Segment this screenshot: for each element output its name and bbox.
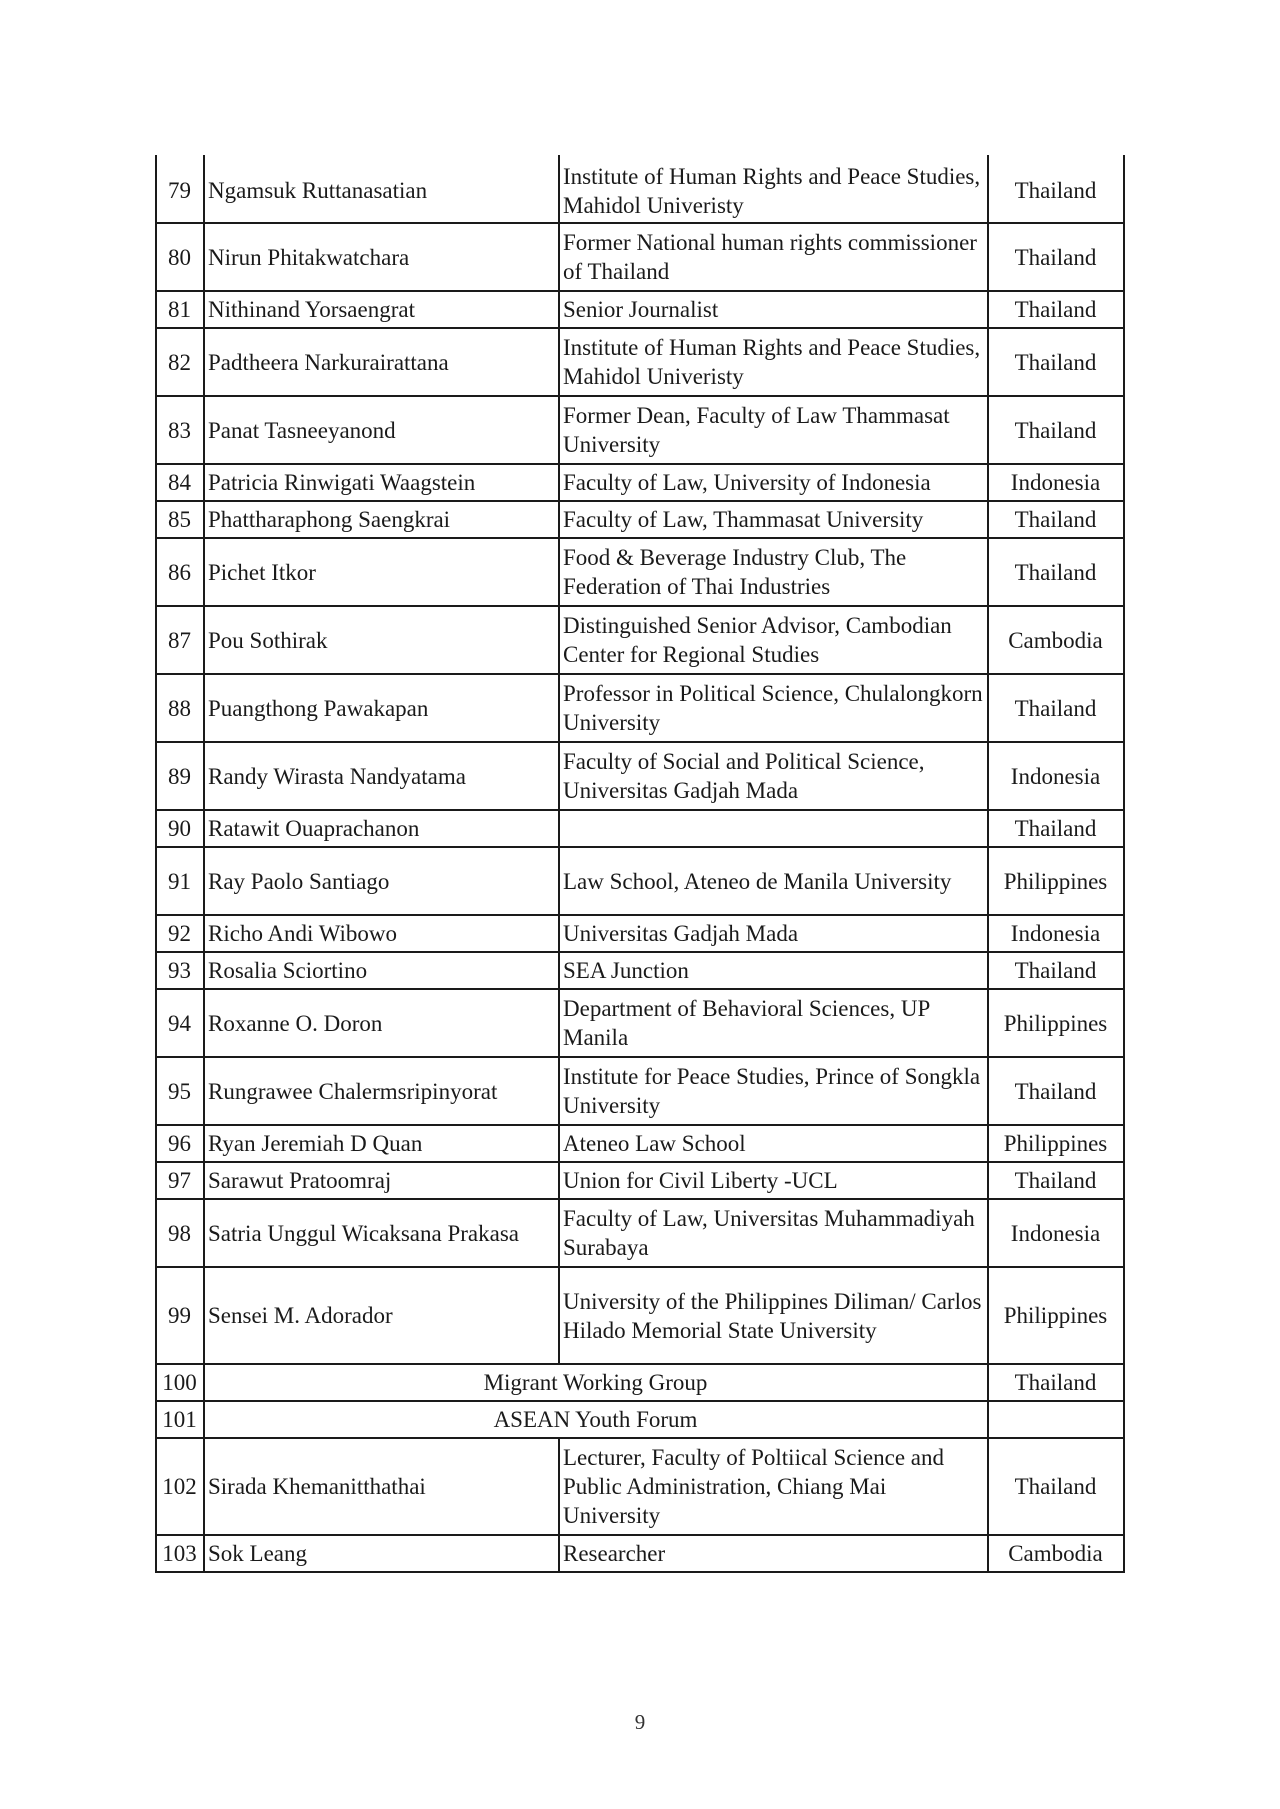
country-cell — [988, 1401, 1124, 1438]
row-number-cell: 83 — [156, 396, 204, 464]
name-cell: Puangthong Pawakapan — [204, 674, 559, 742]
country-cell: Thailand — [988, 396, 1124, 464]
country-cell: Cambodia — [988, 606, 1124, 674]
row-number-cell: 99 — [156, 1267, 204, 1364]
table-row — [156, 538, 1124, 606]
row-number-cell: 89 — [156, 742, 204, 810]
country-cell: Thailand — [988, 155, 1124, 223]
table-row — [156, 328, 1124, 396]
country-cell: Thailand — [988, 810, 1124, 847]
organization-cell: ASEAN Youth Forum — [204, 1401, 988, 1438]
name-cell: Randy Wirasta Nandyatama — [204, 742, 559, 810]
country-cell: Indonesia — [988, 464, 1124, 501]
row-number-cell: 101 — [156, 1401, 204, 1438]
country-cell: Indonesia — [988, 915, 1124, 952]
row-number-cell: 85 — [156, 501, 204, 538]
name-cell: Ngamsuk Ruttanasatian — [204, 155, 559, 223]
name-cell: Sirada Khemanitthathai — [204, 1438, 559, 1535]
affiliation-cell: Faculty of Law, University of Indonesia — [559, 464, 988, 501]
table-row — [156, 501, 1124, 538]
table-row — [156, 1535, 1124, 1572]
name-cell: Sensei M. Adorador — [204, 1267, 559, 1364]
row-number-cell: 100 — [156, 1364, 204, 1401]
country-cell: Philippines — [988, 847, 1124, 915]
affiliation-cell: Professor in Political Science, Chulalongkorn University — [559, 674, 988, 742]
table-row — [156, 223, 1124, 291]
affiliation-cell: Lecturer, Faculty of Poltiical Science and Public Administration, Chiang Mai University — [559, 1438, 988, 1535]
table-row — [156, 464, 1124, 501]
table-row — [156, 674, 1124, 742]
name-cell: Sarawut Pratoomraj — [204, 1162, 559, 1199]
table-row — [156, 1057, 1124, 1125]
table-row — [156, 742, 1124, 810]
name-cell: Pou Sothirak — [204, 606, 559, 674]
row-number-cell: 95 — [156, 1057, 204, 1125]
name-cell: Nirun Phitakwatchara — [204, 223, 559, 291]
table-row — [156, 291, 1124, 328]
participants-table-body — [156, 155, 1124, 1572]
country-cell: Thailand — [988, 1438, 1124, 1535]
row-number-cell: 79 — [156, 155, 204, 223]
row-number-cell: 92 — [156, 915, 204, 952]
table-row — [156, 1401, 1124, 1438]
row-number-cell: 97 — [156, 1162, 204, 1199]
name-cell: Ratawit Ouaprachanon — [204, 810, 559, 847]
country-cell: Thailand — [988, 674, 1124, 742]
country-cell: Philippines — [988, 1267, 1124, 1364]
row-number-cell: 93 — [156, 952, 204, 989]
country-cell: Thailand — [988, 952, 1124, 989]
country-cell: Indonesia — [988, 1199, 1124, 1267]
name-cell: Pichet Itkor — [204, 538, 559, 606]
affiliation-cell: Former Dean, Faculty of Law Thammasat University — [559, 396, 988, 464]
country-cell: Philippines — [988, 989, 1124, 1057]
affiliation-cell: Distinguished Senior Advisor, Cambodian Center for Regional Studies — [559, 606, 988, 674]
affiliation-cell: Institute for Peace Studies, Prince of Songkla University — [559, 1057, 988, 1125]
table-row — [156, 1199, 1124, 1267]
row-number-cell: 87 — [156, 606, 204, 674]
table-row — [156, 989, 1124, 1057]
affiliation-cell: Union for Civil Liberty -UCL — [559, 1162, 988, 1199]
table-row — [156, 1438, 1124, 1535]
country-cell: Thailand — [988, 1162, 1124, 1199]
affiliation-cell: Ateneo Law School — [559, 1125, 988, 1162]
country-cell: Thailand — [988, 538, 1124, 606]
affiliation-cell: Department of Behavioral Sciences, UP Manila — [559, 989, 988, 1057]
row-number-cell: 82 — [156, 328, 204, 396]
row-number-cell: 96 — [156, 1125, 204, 1162]
affiliation-cell: Faculty of Law, Thammasat University — [559, 501, 988, 538]
row-number-cell: 98 — [156, 1199, 204, 1267]
country-cell: Thailand — [988, 328, 1124, 396]
table-row — [156, 1267, 1124, 1364]
country-cell: Cambodia — [988, 1535, 1124, 1572]
affiliation-cell: Researcher — [559, 1535, 988, 1572]
name-cell: Roxanne O. Doron — [204, 989, 559, 1057]
name-cell: Rosalia Sciortino — [204, 952, 559, 989]
name-cell: Rungrawee Chalermsripinyorat — [204, 1057, 559, 1125]
name-cell: Patricia Rinwigati Waagstein — [204, 464, 559, 501]
affiliation-cell: Institute of Human Rights and Peace Studies, Mahidol Univeristy — [559, 155, 988, 223]
country-cell: Thailand — [988, 501, 1124, 538]
affiliation-cell: SEA Junction — [559, 952, 988, 989]
name-cell: Nithinand Yorsaengrat — [204, 291, 559, 328]
affiliation-cell: Food & Beverage Industry Club, The Federation of Thai Industries — [559, 538, 988, 606]
country-cell: Thailand — [988, 223, 1124, 291]
name-cell: Satria Unggul Wicaksana Prakasa — [204, 1199, 559, 1267]
table-row — [156, 1125, 1124, 1162]
affiliation-cell: Universitas Gadjah Mada — [559, 915, 988, 952]
country-cell: Philippines — [988, 1125, 1124, 1162]
table-row — [156, 952, 1124, 989]
name-cell: Panat Tasneeyanond — [204, 396, 559, 464]
table-row — [156, 606, 1124, 674]
row-number-cell: 94 — [156, 989, 204, 1057]
country-cell: Thailand — [988, 1057, 1124, 1125]
row-number-cell: 80 — [156, 223, 204, 291]
table-row — [156, 847, 1124, 915]
table-row — [156, 155, 1124, 223]
participants-table — [155, 155, 1125, 1573]
table-row — [156, 396, 1124, 464]
page-number: 9 — [634, 1710, 646, 1734]
row-number-cell: 86 — [156, 538, 204, 606]
row-number-cell: 91 — [156, 847, 204, 915]
affiliation-cell: Faculty of Social and Political Science, Universitas Gadjah Mada — [559, 742, 988, 810]
affiliation-cell — [559, 810, 988, 847]
row-number-cell: 88 — [156, 674, 204, 742]
affiliation-cell: Institute of Human Rights and Peace Studies, Mahidol Univeristy — [559, 328, 988, 396]
country-cell: Thailand — [988, 1364, 1124, 1401]
affiliation-cell: University of the Philippines Diliman/ Carlos Hilado Memorial State University — [559, 1267, 988, 1364]
name-cell: Ray Paolo Santiago — [204, 847, 559, 915]
table-row — [156, 1364, 1124, 1401]
name-cell: Richo Andi Wibowo — [204, 915, 559, 952]
country-cell: Indonesia — [988, 742, 1124, 810]
affiliation-cell: Senior Journalist — [559, 291, 988, 328]
name-cell: Padtheera Narkurairattana — [204, 328, 559, 396]
row-number-cell: 84 — [156, 464, 204, 501]
name-cell: Phattharaphong Saengkrai — [204, 501, 559, 538]
name-cell: Sok Leang — [204, 1535, 559, 1572]
table-row — [156, 915, 1124, 952]
table-row — [156, 810, 1124, 847]
row-number-cell: 81 — [156, 291, 204, 328]
affiliation-cell: Faculty of Law, Universitas Muhammadiyah Surabaya — [559, 1199, 988, 1267]
country-cell: Thailand — [988, 291, 1124, 328]
row-number-cell: 103 — [156, 1535, 204, 1572]
row-number-cell: 90 — [156, 810, 204, 847]
name-cell: Ryan Jeremiah D Quan — [204, 1125, 559, 1162]
organization-cell: Migrant Working Group — [204, 1364, 988, 1401]
row-number-cell: 102 — [156, 1438, 204, 1535]
affiliation-cell: Law School, Ateneo de Manila University — [559, 847, 988, 915]
affiliation-cell: Former National human rights commissioner of Thailand — [559, 223, 988, 291]
table-row — [156, 1162, 1124, 1199]
